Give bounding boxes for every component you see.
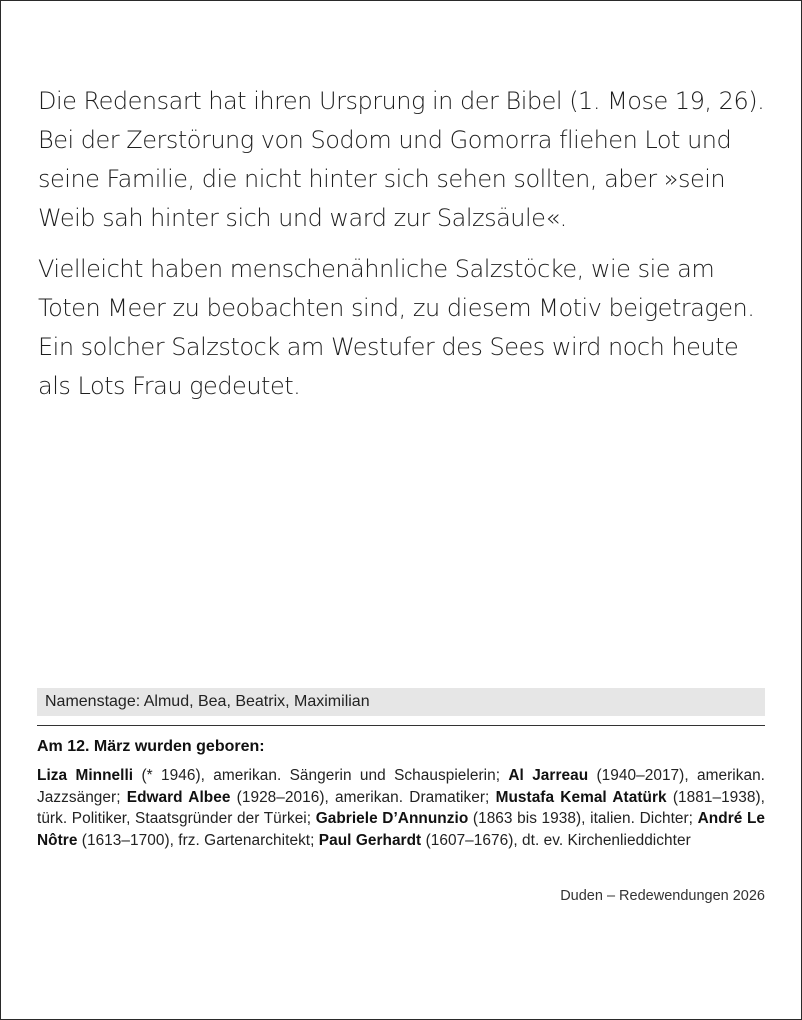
person-info: (1928–2016), amerikan. Dramatiker; [236,788,490,806]
name-days-names: Almud, Bea, Beatrix, Maximilian [143,693,370,710]
divider [37,725,765,726]
person-info: (1607–1676), dt. ev. Kirchenlieddichter [425,831,691,849]
person-name: Gabriele D’Annunzio [315,810,469,827]
person-info: (1863 bis 1938), italien. Dichter; [472,810,694,827]
person-info: (1613–1700), frz. Gartenarchitekt; [81,831,315,849]
person-name: Mustafa Kemal Atatürk [495,788,667,806]
footer-credit: Duden – Redewendungen 2026 [560,888,765,904]
paragraph-salt-formations: Vielleicht haben menschenähnliche Salzstöcke, wie sie am Toten Meer zu beobachten sind, zu diesem Motiv beigetragen. Ein solcher Salzstock am Westufer des Sees wird noch heute als Lots Frau gedeutet. [38,255,755,400]
name-days-label: Namenstage: [45,693,141,710]
name-days-bar [37,688,765,716]
person-name: Edward Albee [126,788,231,806]
main-text [38,82,773,418]
person-name: Al Jarreau [508,767,589,784]
paragraph-origin: Die Redensart hat ihren Ursprung in der Bibel (1. Mose 19, 26). Bei der Zerstörung von Sodom und Gomorra fliehen Lot und seine Familie, die nicht hinter sich sehen sollten, aber »sein Weib sah hinter sich und ward zur Salzsäule«. [38,87,765,232]
person-info: (1881–1938), türk. Politiker, Staatsgründer der Türkei; [37,788,766,827]
person-info: (* 1946), amerikan. Sängerin und Schauspielerin; [141,767,501,784]
person-info: (1940–2017), amerikan. Jazzsänger; [37,767,766,806]
born-heading: Am 12. März wurden geboren: [37,738,265,755]
person-name: Paul Gerhardt [318,831,422,849]
person-name: Liza Minnelli [37,767,134,784]
person-name: André Le Nôtre [37,810,766,849]
born-list [37,765,765,851]
